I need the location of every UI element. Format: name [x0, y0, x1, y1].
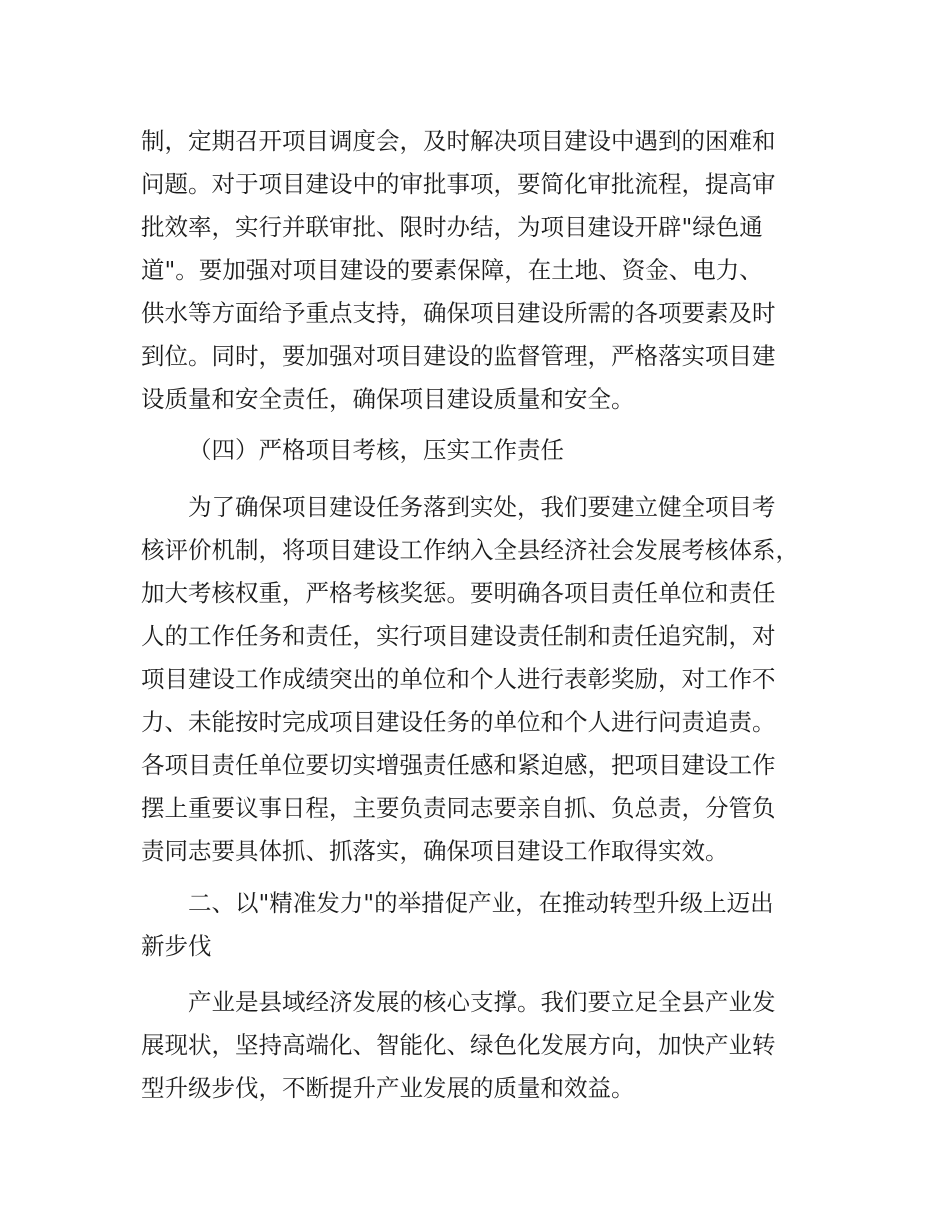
text-line: 问题。对于项目建设中的审批事项，要简化审批流程，提高审 — [141, 170, 776, 198]
section-heading: 二、以"精准发力"的举措促产业，在推动转型升级上迈出 — [188, 889, 774, 917]
text-line: 产业是县域经济发展的核心支撑。我们要立足全县产业发 — [188, 988, 776, 1016]
text-line: 供水等方面给予重点支持，确保项目建设所需的各项要素及时 — [141, 299, 776, 327]
section-heading: 新步伐 — [141, 932, 212, 960]
text-line: 项目建设工作成绩突出的单位和个人进行表彰奖励，对工作不 — [141, 665, 776, 693]
text-line: 人的工作任务和责任，实行项目建设责任制和责任追究制，对 — [141, 622, 776, 650]
text-line: 为了确保项目建设任务落到实处，我们要建立健全项目考 — [188, 493, 776, 521]
text-line: 展现状，坚持高端化、智能化、绿色化发展方向，加快产业转 — [141, 1031, 776, 1059]
text-line: 加大考核权重，严格考核奖惩。要明确各项目责任单位和责任 — [141, 579, 776, 607]
text-line: 到位。同时，要加强对项目建设的监督管理，严格落实项目建 — [141, 342, 776, 370]
text-line: 力、未能按时完成项目建设任务的单位和个人进行问责追责。 — [141, 708, 776, 736]
text-line: 各项目责任单位要切实增强责任感和紧迫感，把项目建设工作 — [141, 751, 776, 779]
text-line: 责同志要具体抓、抓落实，确保项目建设工作取得实效。 — [141, 837, 729, 865]
text-line: 核评价机制，将项目建设工作纳入全县经济社会发展考核体系， — [141, 536, 799, 564]
text-line: 批效率，实行并联审批、限时办结，为项目建设开辟"绿色通 — [141, 213, 763, 241]
text-line: 摆上重要议事日程，主要负责同志要亲自抓、负总责，分管负 — [141, 794, 776, 822]
text-line: 型升级步伐，不断提升产业发展的质量和效益。 — [141, 1074, 635, 1102]
text-line: 设质量和安全责任，确保项目建设质量和安全。 — [141, 385, 635, 413]
text-line: 道"。要加强对项目建设的要素保障，在土地、资金、电力、 — [141, 256, 763, 284]
text-line: 制，定期召开项目调度会，及时解决项目建设中遇到的困难和 — [141, 127, 776, 155]
section-heading: （四）严格项目考核，压实工作责任 — [188, 436, 564, 464]
